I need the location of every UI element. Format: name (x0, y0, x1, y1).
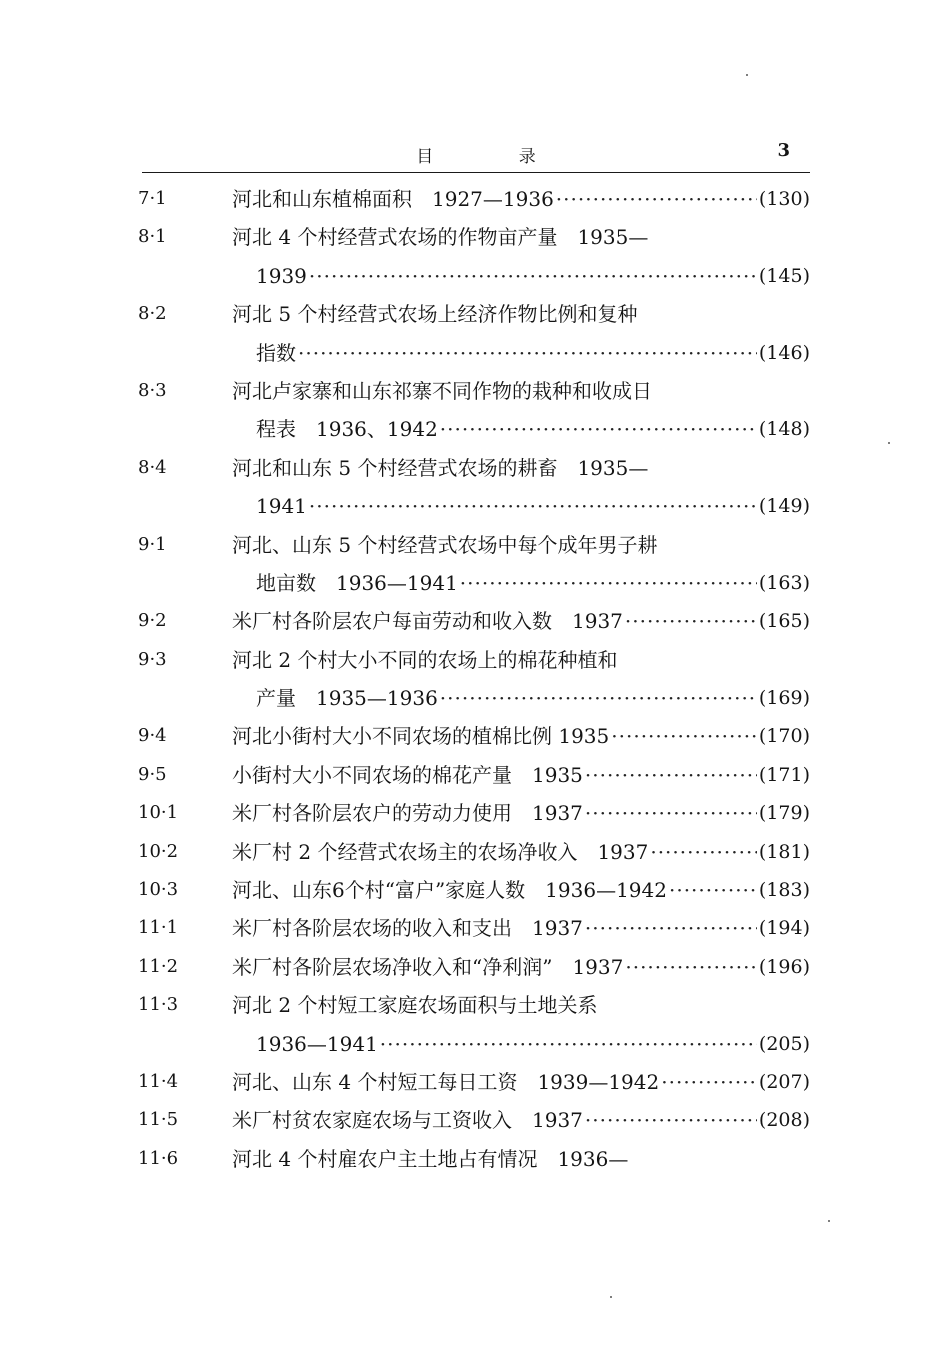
toc-line (138, 1140, 810, 1178)
toc-entry[interactable] (138, 602, 810, 640)
leader-row (232, 180, 810, 218)
header-page-number: 3 (777, 140, 790, 161)
toc-entry[interactable] (138, 180, 810, 218)
toc-line (138, 180, 810, 218)
entry-number: 9·1 (138, 533, 167, 555)
toc-line (138, 487, 810, 525)
dot-leader (309, 257, 757, 295)
toc-entry[interactable] (138, 372, 810, 449)
toc-line (138, 1025, 810, 1063)
entry-page: (196) (758, 955, 810, 978)
entry-title: 河北 4 个村经营式农场的作物亩产量 1935— (232, 225, 649, 250)
scan-speck (746, 74, 748, 76)
entry-title: 1936—1941 (256, 1031, 378, 1056)
toc-entry[interactable] (138, 449, 810, 526)
dot-leader (585, 1101, 757, 1139)
toc-entry[interactable] (138, 218, 810, 295)
toc-entry[interactable] (138, 717, 810, 755)
entry-number: 8·3 (138, 379, 167, 401)
toc-entry[interactable] (138, 526, 810, 603)
toc-line (138, 334, 810, 372)
entry-title: 米厂村各阶层农场净收入和“净利润” 1937 (232, 954, 624, 979)
dot-leader (625, 948, 757, 986)
entry-page: (205) (758, 1032, 810, 1055)
leader-row (256, 334, 810, 372)
toc-entry[interactable] (138, 794, 810, 832)
leader-row (232, 717, 810, 755)
toc-line (138, 564, 810, 602)
toc-line (138, 257, 810, 295)
entry-page: (207) (758, 1070, 810, 1093)
dot-leader (625, 602, 757, 640)
entry-number: 9·2 (138, 610, 167, 632)
toc-entry[interactable] (138, 871, 810, 909)
entry-number: 9·5 (138, 763, 167, 785)
entry-title: 河北、山东6个村“富户”家庭人数 1936—1942 (232, 878, 667, 903)
toc-line (138, 948, 810, 986)
entry-title: 米厂村各阶层农户的劳动力使用 1937 (232, 801, 583, 826)
entry-number: 11·6 (138, 1147, 179, 1169)
toc-line (138, 871, 810, 909)
toc-line (138, 218, 810, 256)
leader-row (232, 1063, 810, 1101)
entry-number: 10·2 (138, 840, 179, 862)
entry-title: 河北 2 个村短工家庭农场面积与土地关系 (232, 993, 598, 1018)
toc-entry[interactable] (138, 1140, 810, 1178)
toc-line (138, 410, 810, 448)
entry-title: 程表 1936、1942 (256, 417, 438, 442)
entry-title: 河北卢家寨和山东祁寨不同作物的栽种和收成日 (232, 378, 652, 403)
leader-row (232, 756, 810, 794)
entry-page: (181) (758, 840, 810, 863)
scan-speck (888, 442, 890, 444)
leader-row (232, 1101, 810, 1139)
dot-leader (585, 794, 757, 832)
toc-entry[interactable] (138, 948, 810, 986)
toc-entry[interactable] (138, 986, 810, 1063)
toc-line (138, 679, 810, 717)
entry-page: (183) (758, 879, 810, 902)
toc-line (138, 526, 810, 564)
entry-title: 河北和山东植棉面积 1927—1936 (232, 187, 554, 211)
toc-line (138, 641, 810, 679)
leader-row (232, 833, 810, 871)
entry-number: 10·3 (138, 879, 179, 901)
entry-page: (208) (758, 1109, 810, 1132)
dot-leader (585, 756, 757, 794)
entry-page: (130) (758, 188, 810, 210)
table-of-contents (138, 180, 810, 1178)
entry-title: 1941 (256, 494, 307, 519)
entry-page: (163) (758, 571, 810, 594)
entry-title: 米厂村各阶层农场的收入和支出 1937 (232, 916, 583, 941)
entry-page: (148) (758, 418, 810, 441)
entry-number: 11·2 (138, 955, 179, 977)
toc-entry[interactable] (138, 1101, 810, 1139)
dot-leader (380, 1025, 757, 1063)
entry-page: (165) (758, 610, 810, 633)
dot-leader (585, 909, 757, 947)
toc-entry[interactable] (138, 641, 810, 718)
toc-line (138, 909, 810, 947)
leader-row (256, 487, 810, 525)
entry-title: 河北、山东 5 个村经营式农场中每个成年男子耕 (232, 532, 658, 557)
entry-title: 河北 2 个村大小不同的农场上的棉花种植和 (232, 647, 618, 672)
scan-speck (828, 1220, 830, 1222)
entry-number: 8·1 (138, 226, 167, 248)
toc-line (138, 794, 810, 832)
dot-leader (440, 410, 757, 448)
toc-line (138, 1063, 810, 1101)
header-title: 目 录 (416, 147, 576, 167)
leader-row (232, 909, 810, 947)
leader-row (256, 1025, 810, 1063)
entry-title: 1939 (256, 263, 307, 288)
dot-leader (650, 833, 757, 871)
toc-line (138, 449, 810, 487)
entry-number: 11·3 (138, 994, 179, 1016)
toc-line (138, 833, 810, 871)
toc-entry[interactable] (138, 833, 810, 871)
dot-leader (440, 679, 757, 717)
entry-title: 地亩数 1936—1941 (256, 570, 458, 595)
toc-line (138, 1101, 810, 1139)
dot-leader (669, 871, 757, 909)
leader-row (256, 257, 810, 295)
entry-title: 河北、山东 4 个村短工每日工资 1939—1942 (232, 1069, 660, 1094)
dot-leader (460, 564, 757, 602)
toc-entry[interactable] (138, 295, 810, 372)
entry-title: 河北和山东 5 个村经营式农场的耕畜 1935— (232, 455, 649, 480)
dot-leader (556, 180, 757, 218)
leader-row (232, 602, 810, 640)
entry-page: (170) (758, 725, 810, 748)
leader-row (232, 871, 810, 909)
entry-number: 8·2 (138, 303, 167, 325)
entry-title: 米厂村 2 个经营式农场主的农场净收入 1937 (232, 839, 649, 864)
entry-number: 11·4 (138, 1070, 179, 1092)
scan-speck (610, 1296, 612, 1298)
entry-number: 7·1 (138, 188, 167, 209)
entry-title: 河北 5 个村经营式农场上经济作物比例和复种 (232, 302, 638, 327)
entry-page: (145) (758, 264, 810, 287)
entry-title: 米厂村贫农家庭农场与工资收入 1937 (232, 1108, 583, 1133)
entry-number: 9·4 (138, 725, 167, 747)
entry-page: (171) (758, 763, 810, 786)
leader-row (232, 948, 810, 986)
leader-row (256, 679, 810, 717)
dot-leader (661, 1063, 757, 1101)
toc-line (138, 372, 810, 410)
entry-number: 11·1 (138, 917, 179, 939)
toc-line (138, 756, 810, 794)
entry-title: 产量 1935—1936 (256, 686, 438, 711)
entry-title: 米厂村各阶层农户每亩劳动和收入数 1937 (232, 609, 623, 634)
toc-entry[interactable] (138, 909, 810, 947)
entry-page: (179) (758, 802, 810, 825)
entry-page: (194) (758, 917, 810, 940)
entry-page: (169) (758, 687, 810, 710)
entry-title: 小街村大小不同农场的棉花产量 1935 (232, 762, 583, 787)
entry-title: 指数 (256, 340, 296, 365)
entry-number: 9·3 (138, 648, 167, 670)
page-header (142, 138, 810, 173)
leader-row (256, 410, 810, 448)
toc-entry[interactable] (138, 756, 810, 794)
entry-number: 11·5 (138, 1109, 179, 1131)
toc-entry[interactable] (138, 1063, 810, 1101)
toc-line (138, 295, 810, 333)
toc-line (138, 717, 810, 755)
leader-row (256, 564, 810, 602)
leader-row (232, 794, 810, 832)
dot-leader (611, 717, 757, 755)
entry-title: 河北 4 个村雇农户主土地占有情况 1936— (232, 1146, 629, 1171)
toc-line (138, 986, 810, 1024)
toc-line (138, 602, 810, 640)
entry-page: (146) (758, 341, 810, 364)
entry-number: 8·4 (138, 456, 167, 478)
entry-page: (149) (758, 495, 810, 518)
dot-leader (298, 334, 757, 372)
dot-leader (309, 487, 757, 525)
entry-title: 河北小街村大小不同农场的植棉比例 1935 (232, 724, 610, 749)
entry-number: 10·1 (138, 802, 179, 824)
